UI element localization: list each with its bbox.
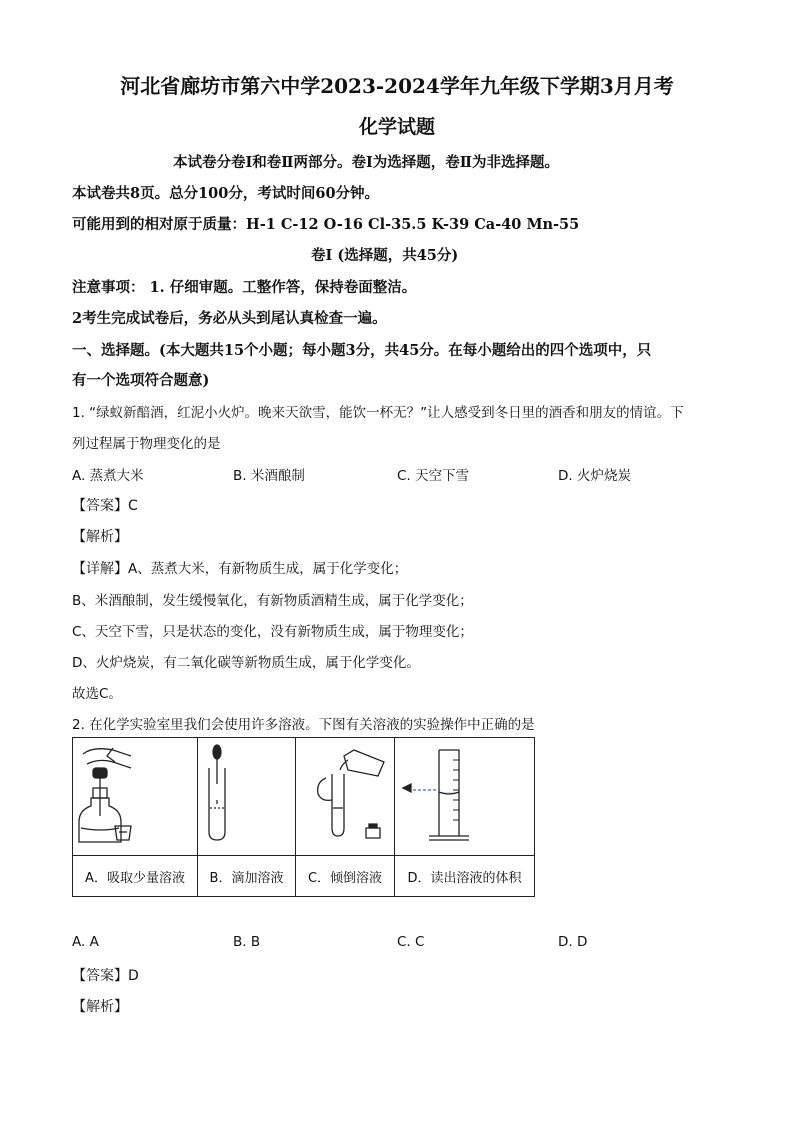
intro-line-1: 本试卷分卷Ⅰ和卷Ⅱ两部分。卷Ⅰ为选择题，卷Ⅱ为非选择题。 — [173, 154, 560, 171]
q1-conclusion: 故选C。 — [72, 686, 122, 702]
q1-option-d: D. 火炉烧炭 — [558, 468, 631, 484]
figure-a-cell — [73, 738, 198, 856]
q2-stem: 2. 在化学实验室里我们会使用许多溶液。下图有关溶液的实验操作中正确的是 — [72, 717, 535, 733]
q1-detail-a — [72, 557, 407, 578]
notice-2: 2考生完成试卷后，务必从头到尾认真检查一遍。 — [72, 310, 387, 327]
q2-option-d: D. D — [558, 934, 588, 950]
q1-detail-b: B、米酒酿制，发生缓慢氧化，有新物质酒精生成，属于化学变化； — [72, 593, 473, 609]
dropper-bottle-illustration — [73, 738, 197, 851]
answer-value: D — [128, 968, 139, 984]
part-one-instructions-b: 有一个选项符合题意) — [72, 372, 210, 389]
atomic-masses: 可能用到的相对原于质量：H-1 C-12 O-16 Cl-35.5 K-39 Ca-40 Mn-55 — [72, 216, 580, 233]
detail-tag: 【详解】 — [72, 561, 128, 577]
q1-answer — [72, 495, 138, 515]
graduated-cylinder-illustration — [395, 738, 534, 851]
q1-detail-d: D、火炉烧炭，有二氧化碳等新物质生成，属于化学变化。 — [72, 655, 420, 671]
pouring-liquid-illustration — [296, 738, 394, 851]
q1-analysis-tag: 【解析】 — [72, 529, 128, 545]
q2-answer — [72, 965, 139, 985]
q1-option-b: B. 米酒酿制 — [233, 468, 305, 484]
intro-line-2: 本试卷共8页。总分100分，考试时间60分钟。 — [72, 185, 380, 202]
q2-option-b: B. B — [233, 934, 261, 950]
q1-option-c: C. 天空下雪 — [397, 468, 470, 484]
q1-stem-b: 列过程属于物理变化的是 — [72, 436, 221, 452]
dropper-test-tube-illustration — [198, 738, 295, 851]
q2-analysis-tag: 【解析】 — [72, 999, 128, 1015]
answer-value: C — [128, 498, 138, 514]
answer-tag: 【答案】 — [72, 968, 128, 984]
answer-tag: 【答案】 — [72, 498, 128, 514]
notice-1: 注意事项： 1. 仔细审题。工整作答，保持卷面整洁。 — [72, 279, 417, 296]
caption-b: B．滴加溶液 — [198, 856, 296, 897]
figure-c-cell — [296, 738, 395, 856]
q1-stem-a: 1. “绿蚁新醅酒，红泥小火炉。晚来天欲雪，能饮一杯无？”让人感受到冬日里的酒香和朋友的情谊。下 — [72, 405, 684, 421]
figure-d-cell — [395, 738, 535, 856]
page-subtitle: 化学试题 — [358, 116, 435, 138]
q2-option-a: A. A — [72, 934, 99, 950]
detail-text: A、蒸煮大米，有新物质生成，属于化学变化； — [128, 561, 408, 577]
page-title: 河北省廊坊市第六中学2023-2024学年九年级下学期3月月考 — [120, 74, 674, 98]
caption-c: C．倾倒溶液 — [296, 856, 395, 897]
caption-a: A．吸取少量溶液 — [73, 856, 198, 897]
section-heading: 卷Ⅰ (选择题，共45分) — [311, 247, 459, 264]
q1-detail-c: C、天空下雪，只是状态的变化，没有新物质生成，属于物理变化； — [72, 624, 473, 640]
experiment-figure-table — [72, 737, 535, 897]
q2-option-c: C. C — [397, 934, 425, 950]
figure-b-cell — [198, 738, 296, 856]
caption-d: D．读出溶液的体积 — [395, 856, 535, 897]
part-one-instructions-a: 一、选择题。(本大题共15个小题；每小题3分，共45分。在每小题给出的四个选项中，只 — [72, 342, 652, 359]
q1-option-a: A. 蒸煮大米 — [72, 468, 144, 484]
